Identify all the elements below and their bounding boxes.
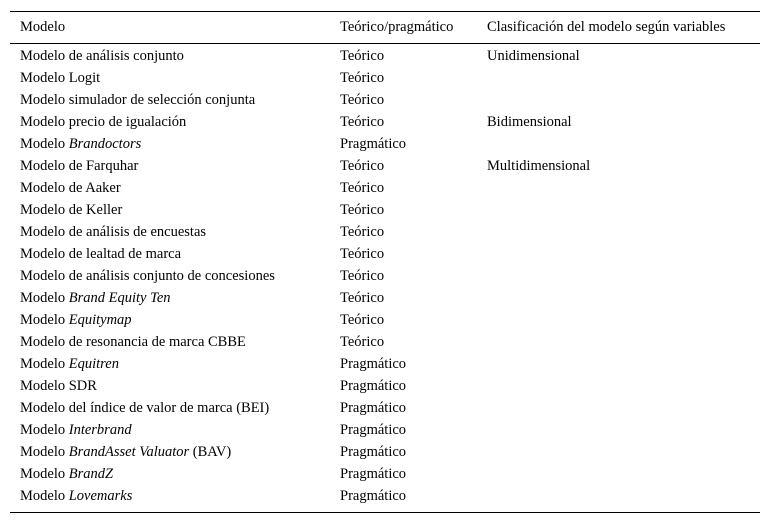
cell-tipo: Teórico xyxy=(340,114,385,130)
model-name-text: Modelo de Keller xyxy=(20,202,123,218)
table-row xyxy=(10,133,760,155)
table-row xyxy=(10,397,760,419)
cell-modelo xyxy=(20,309,132,331)
header-clasificacion: Clasificación del modelo según variables xyxy=(487,19,726,35)
cell-tipo: Pragmático xyxy=(340,488,407,504)
cell-modelo xyxy=(20,111,186,133)
cell-tipo: Teórico xyxy=(340,158,385,174)
header-modelo: Modelo xyxy=(20,19,66,35)
model-name-italic: Lovemarks xyxy=(68,488,133,504)
table-row xyxy=(10,485,760,507)
cell-modelo xyxy=(20,45,184,67)
table-row xyxy=(10,67,760,89)
model-name-text: Modelo de Farquhar xyxy=(20,158,139,174)
cell-modelo xyxy=(20,243,181,265)
model-name-text: Modelo xyxy=(20,312,69,328)
table-header xyxy=(10,12,760,43)
model-name-text: Modelo SDR xyxy=(20,378,97,394)
model-name-italic: Brand Equity Ten xyxy=(68,290,171,306)
model-name-text: Modelo xyxy=(20,488,69,504)
cell-modelo xyxy=(20,221,206,243)
model-name-italic: Interbrand xyxy=(68,422,132,438)
cell-tipo: Pragmático xyxy=(340,422,407,438)
table-row xyxy=(10,199,760,221)
cell-tipo: Teórico xyxy=(340,312,385,328)
table-row xyxy=(10,463,760,485)
model-name-text: Modelo Logit xyxy=(20,70,101,86)
table-row xyxy=(10,331,760,353)
model-name-italic: BrandZ xyxy=(68,466,114,482)
cell-clasificacion: Unidimensional xyxy=(487,48,580,64)
table-row xyxy=(10,265,760,287)
model-name-italic: Brandoctors xyxy=(68,136,142,152)
header-teorico-pragmatico: Teórico/pragmático xyxy=(340,19,454,35)
table-row xyxy=(10,177,760,199)
model-name-text: Modelo xyxy=(20,356,69,372)
cell-tipo: Teórico xyxy=(340,268,385,284)
table-row xyxy=(10,221,760,243)
table-row xyxy=(10,309,760,331)
model-name-text: Modelo de análisis conjunto de concesiones xyxy=(20,268,275,284)
model-name-italic: BrandAsset Valuator xyxy=(68,444,190,460)
bottom-rule xyxy=(10,512,760,513)
cell-tipo: Teórico xyxy=(340,202,385,218)
cell-modelo xyxy=(20,331,246,353)
models-table xyxy=(10,11,760,513)
model-name-text: Modelo de análisis de encuestas xyxy=(20,224,207,240)
cell-tipo: Teórico xyxy=(340,180,385,196)
cell-tipo: Teórico xyxy=(340,224,385,240)
table-row xyxy=(10,353,760,375)
cell-tipo: Pragmático xyxy=(340,444,407,460)
model-name-italic: Equitren xyxy=(68,356,119,372)
cell-modelo xyxy=(20,199,122,221)
cell-tipo: Teórico xyxy=(340,246,385,262)
table-row xyxy=(10,89,760,111)
model-name-text: Modelo precio de igualación xyxy=(20,114,187,130)
table-row xyxy=(10,419,760,441)
cell-modelo xyxy=(20,353,119,375)
cell-clasificacion: Multidimensional xyxy=(487,158,591,174)
model-name-text: Modelo xyxy=(20,444,69,460)
cell-tipo: Teórico xyxy=(340,70,385,86)
cell-clasificacion: Bidimensional xyxy=(487,114,572,130)
cell-tipo: Pragmático xyxy=(340,400,407,416)
cell-modelo xyxy=(20,397,269,419)
cell-modelo xyxy=(20,287,171,309)
model-name-text: Modelo simulador de selección conjunta xyxy=(20,92,256,108)
table-row xyxy=(10,155,760,177)
cell-modelo xyxy=(20,441,231,463)
table-row xyxy=(10,111,760,133)
table-row xyxy=(10,441,760,463)
model-name-text: Modelo del índice de valor de marca (BEI) xyxy=(20,400,270,416)
cell-modelo xyxy=(20,419,132,441)
cell-tipo: Pragmático xyxy=(340,378,407,394)
cell-modelo xyxy=(20,177,121,199)
cell-modelo xyxy=(20,485,132,507)
table-row xyxy=(10,375,760,397)
cell-tipo: Teórico xyxy=(340,290,385,306)
cell-modelo xyxy=(20,463,113,485)
model-name-text: Modelo xyxy=(20,422,69,438)
table-row xyxy=(10,243,760,265)
cell-tipo: Teórico xyxy=(340,92,385,108)
cell-modelo xyxy=(20,89,255,111)
table-row xyxy=(10,45,760,67)
cell-modelo xyxy=(20,155,138,177)
model-name-text: Modelo de Aaker xyxy=(20,180,121,196)
cell-tipo: Pragmático xyxy=(340,356,407,372)
model-name-text: Modelo xyxy=(20,290,69,306)
table-row xyxy=(10,287,760,309)
table-body xyxy=(10,44,760,512)
cell-modelo xyxy=(20,67,100,89)
model-name-text: Modelo xyxy=(20,466,69,482)
model-name-text: Modelo xyxy=(20,136,69,152)
cell-tipo: Teórico xyxy=(340,48,385,64)
cell-modelo xyxy=(20,133,141,155)
model-name-suffix: (BAV) xyxy=(189,444,232,460)
cell-tipo: Teórico xyxy=(340,334,385,350)
model-name-text: Modelo de lealtad de marca xyxy=(20,246,182,262)
model-name-italic: Equitymap xyxy=(68,312,132,328)
cell-modelo xyxy=(20,375,97,397)
model-name-text: Modelo de resonancia de marca CBBE xyxy=(20,334,246,350)
model-name-text: Modelo de análisis conjunto xyxy=(20,48,184,64)
cell-modelo xyxy=(20,265,275,287)
cell-tipo: Pragmático xyxy=(340,136,407,152)
cell-tipo: Pragmático xyxy=(340,466,407,482)
